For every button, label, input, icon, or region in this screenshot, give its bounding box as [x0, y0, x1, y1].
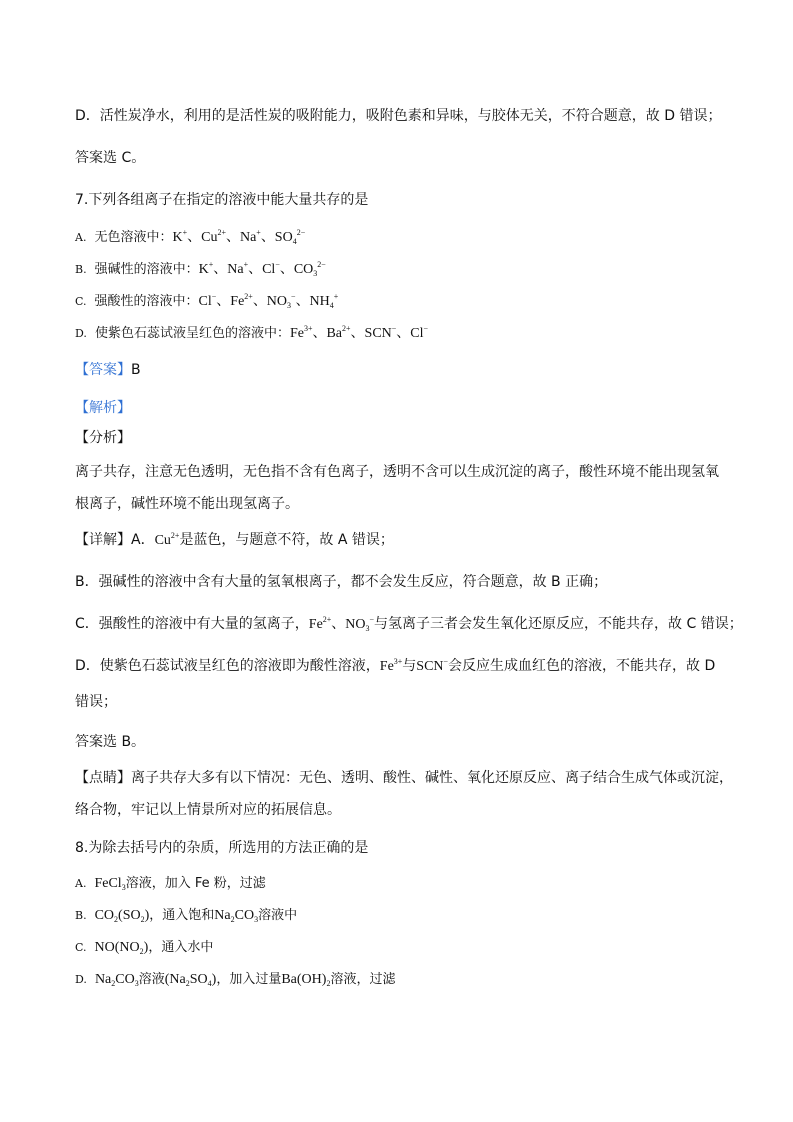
analysis-tag: 【解析】	[75, 400, 131, 416]
detail-line-d	[75, 656, 715, 677]
option-letter: A.	[75, 877, 87, 890]
ion: SCN−	[416, 657, 449, 674]
keypoint-line	[75, 768, 733, 788]
text-span: C．强酸性的溶液中有大量的氢离子，	[75, 616, 309, 632]
analysis-line	[75, 398, 131, 418]
formula: FeCl$_3$	[94, 876, 126, 892]
ion: $Cu^{2+}$	[154, 531, 180, 548]
ion-list: K+、$Cu^{2+}$、Na+、$SO_4^{2-}$	[172, 228, 306, 246]
detail-tag: 【详解】	[75, 532, 131, 548]
option-letter: D.	[75, 973, 87, 986]
text-line: 错误；	[75, 694, 117, 710]
detail-line-b: B．强碱性的溶液中含有大量的氢氧根离子，都不会发生反应，符合题意，故 B 正确；	[75, 574, 608, 590]
text-span: 离子共存大多有以下情况：无色、透明、酸性、碱性、氧化还原反应、离子结合生成气体或沉淀，	[131, 770, 733, 786]
option-text: 强碱性的溶液中：	[94, 262, 199, 277]
text-span: A．	[131, 532, 155, 548]
detail-line-c	[75, 614, 743, 635]
option-8a	[75, 874, 266, 894]
option-text: 溶液	[138, 972, 165, 987]
option-letter: D.	[75, 327, 87, 340]
option-letter: B.	[75, 909, 87, 922]
option-letter: C.	[75, 295, 87, 308]
text-line: D．活性炭净水，利用的是活性炭的吸附能力，吸附色素和异味，与胶体无关，不符合题意，故 D 错误；	[75, 108, 722, 124]
text-span: D．使紫色石蕊试液呈红色的溶液即为酸性溶液，	[75, 658, 380, 674]
question-7: 7.下列各组离子在指定的溶液中能大量共存的是	[75, 192, 369, 208]
option-text: ，通入饱和	[149, 908, 215, 923]
ion-list: $Fe^{3+}$、$Ba^{2+}$、SCN−、Cl−	[289, 324, 429, 341]
formula: $(Na_2SO_4)$	[164, 972, 217, 988]
question-8: 8.为除去括号内的杂质，所选用的方法正确的是	[75, 840, 369, 856]
ion-list: K+、Na+、Cl−、$CO_3^{2-}$	[198, 260, 326, 278]
formula: $Na_2CO_3$	[94, 972, 139, 988]
ion-list: Cl−、$Fe^{2+}$、$NO_3^-$、$NH_4^+$	[198, 292, 339, 310]
option-text: ，加入过量	[216, 972, 282, 987]
formula: $CO_2(SO_2)$	[94, 908, 150, 924]
text-line: 答案选 C。	[75, 150, 146, 166]
ion-list: $Fe^{2+}$、$NO_3^-$	[308, 615, 375, 633]
option-text: 使紫色石蕊试液呈红色的溶液中：	[94, 326, 290, 341]
option-letter: B.	[75, 263, 87, 276]
formula: $Na_2CO_3$	[214, 908, 259, 924]
fenxi-tag: 【分析】	[75, 430, 131, 446]
option-text: 溶液，过滤	[330, 972, 396, 987]
text-span: 会反应生成血红色的溶液，不能共存，故 D	[448, 658, 716, 674]
text-line: 根离子，碱性环境不能出现氢离子。	[75, 496, 299, 512]
option-8d	[75, 970, 395, 990]
detail-line-a	[75, 530, 394, 551]
text-line: 络合物，牢记以上情景所对应的拓展信息。	[75, 802, 341, 818]
option-text: 强酸性的溶液中：	[94, 294, 199, 309]
option-7d	[75, 324, 428, 344]
option-text: 溶液中	[258, 908, 298, 923]
option-7c	[75, 292, 338, 312]
keypoint-tag: 【点睛】	[75, 770, 131, 786]
formula: $Ba(OH)_2$	[281, 972, 331, 988]
ion: $Fe^{3+}$	[379, 657, 403, 674]
option-7a	[75, 228, 305, 248]
option-text: ，通入水中	[148, 940, 214, 955]
answer-tag: 【答案】	[75, 362, 131, 378]
formula: $NO(NO_2)$	[94, 940, 149, 956]
option-letter: A.	[75, 231, 87, 244]
text-line: 答案选 B。	[75, 734, 146, 750]
answer-line	[75, 360, 141, 380]
text-line: 离子共存，注意无色透明，无色指不含有色离子，透明不含可以生成沉淀的离子，酸性环境不能出现氢氧	[75, 464, 719, 480]
text-span: 与	[402, 658, 417, 674]
answer-value: B	[131, 362, 141, 378]
option-8c	[75, 938, 213, 958]
fenxi-line	[75, 428, 131, 448]
option-7b	[75, 260, 326, 280]
text-span: 是蓝色，与题意不符，故 A 错误；	[179, 532, 394, 548]
option-text: 无色溶液中：	[94, 230, 173, 245]
text-span: 与氢离子三者会发生氧化还原反应，不能共存，故 C 错误；	[374, 616, 743, 632]
option-text: 溶液，加入 Fe 粉，过滤	[125, 876, 266, 891]
option-letter: C.	[75, 941, 87, 954]
option-8b	[75, 906, 297, 926]
